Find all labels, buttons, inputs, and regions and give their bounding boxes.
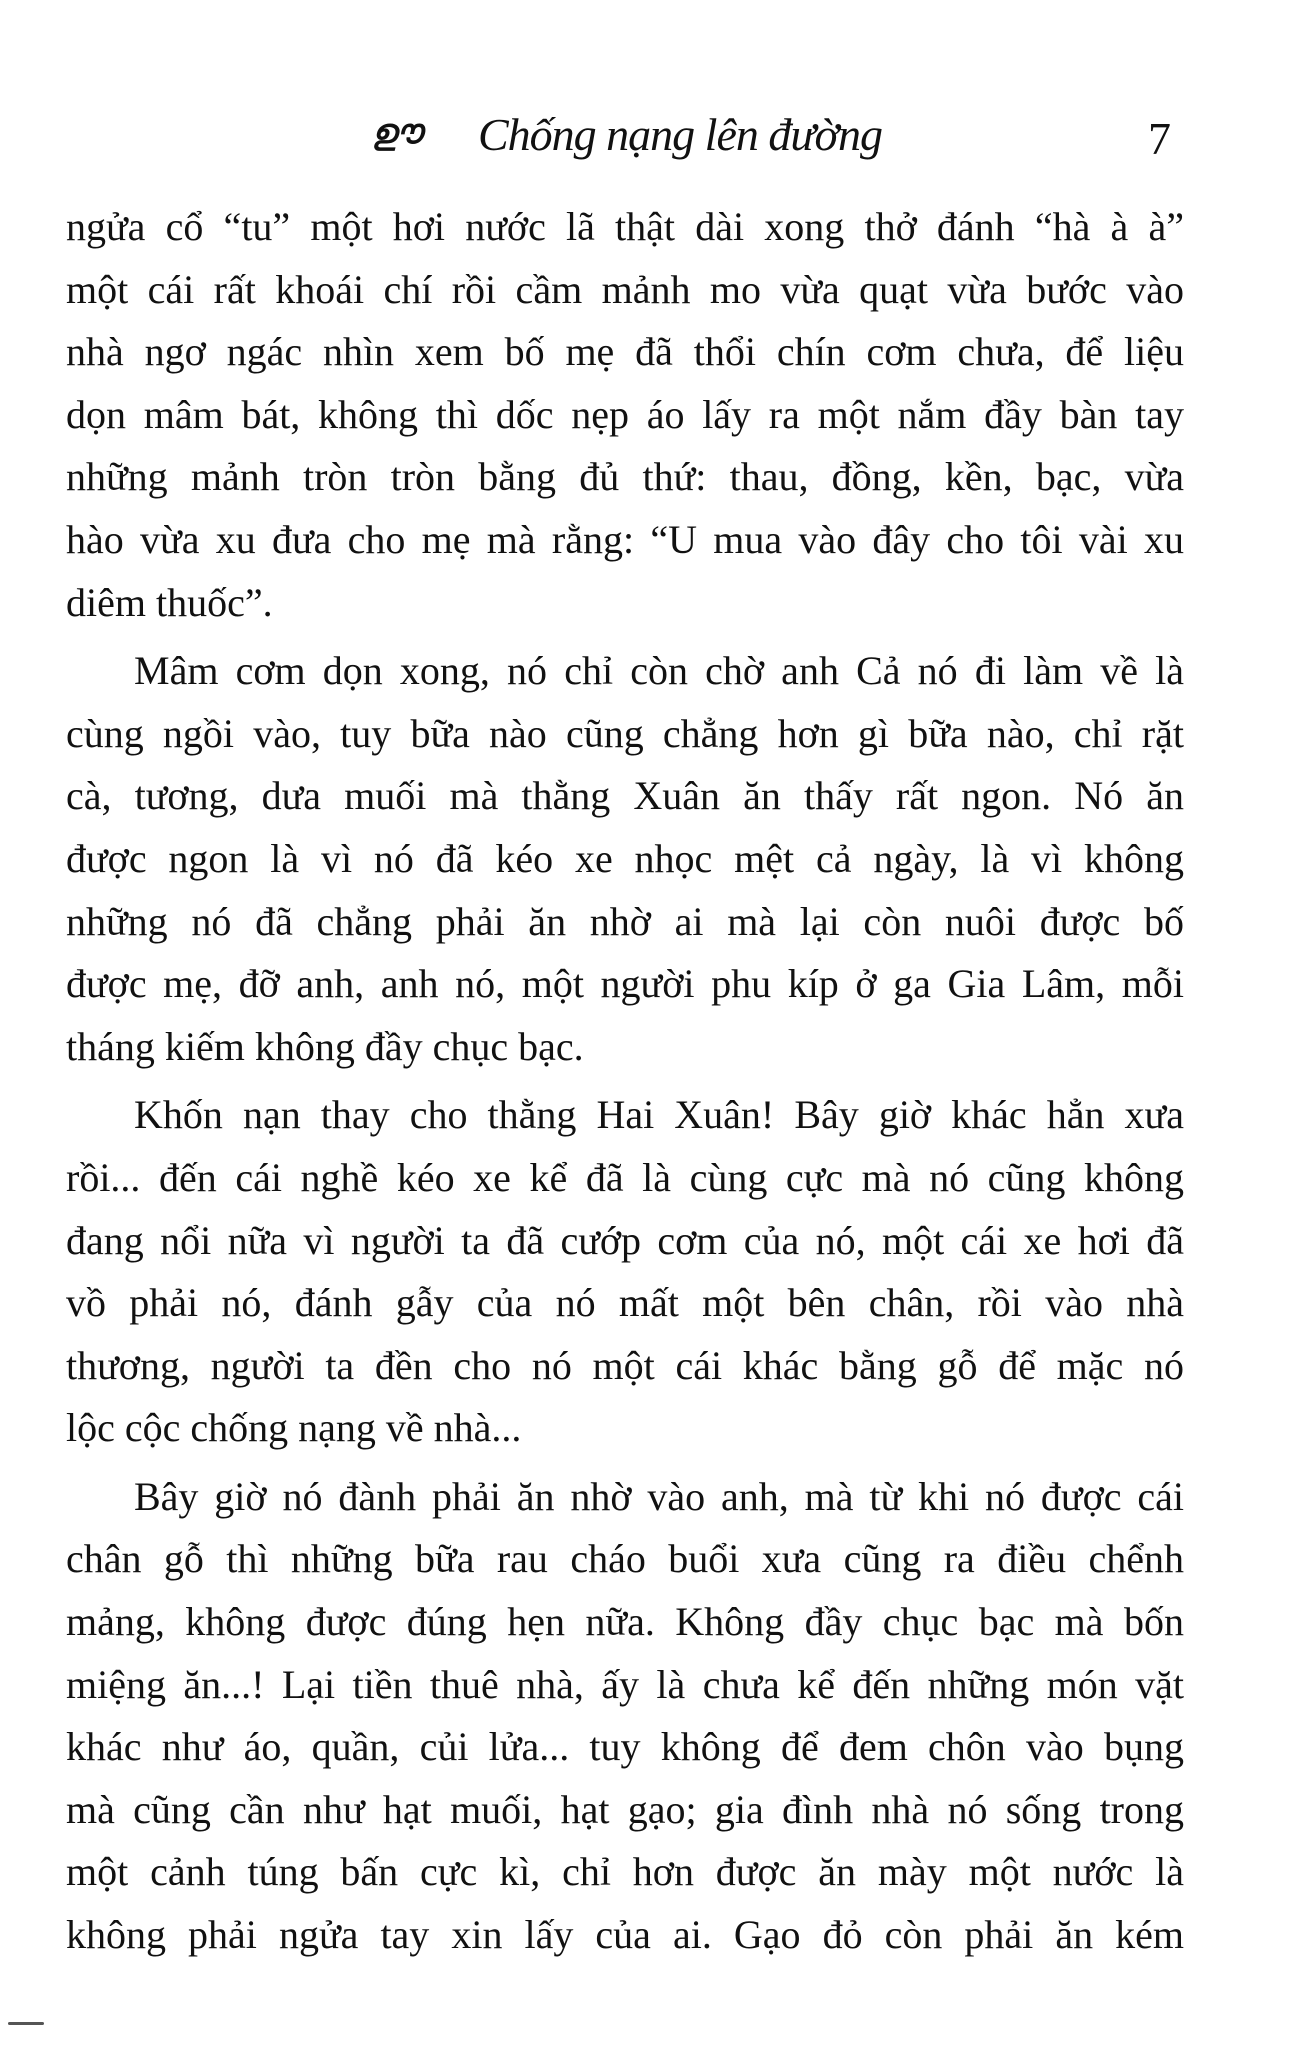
- text-line: lộc cộc chống nạng về nhà...: [66, 1405, 522, 1451]
- text-line: vồ phải nó, đánh gẫy của nó mất một bên chân, rồi vào nhà: [66, 1280, 1184, 1326]
- scan-smudge: [8, 2022, 44, 2025]
- text-line: tháng kiếm không đầy chục bạc.: [66, 1023, 584, 1069]
- text-line: thương, người ta đền cho nó một cái khác bằng gỗ để mặc nó: [66, 1342, 1184, 1388]
- text-line: mảng, không được đúng hẹn nữa. Không đầy chục bạc mà bốn: [66, 1599, 1184, 1645]
- text-line: chân gỗ thì những bữa rau cháo buổi xưa cũng ra điều chểnh: [66, 1536, 1184, 1582]
- chapter-title: Chống nạng lên đường: [478, 109, 883, 160]
- text-line: không phải ngửa tay xin lấy của ai. Gạo đỏ còn phải ăn kém: [66, 1912, 1184, 1958]
- paragraph-4: [66, 1466, 1184, 1967]
- page-number: 7: [1148, 113, 1171, 164]
- text-line: đang nổi nữa vì người ta đã cướp cơm của nó, một cái xe hơi đã: [66, 1217, 1184, 1263]
- text-line: ngửa cổ “tu” một hơi nước lã thật dài xong thở đánh “hà à à”: [66, 204, 1184, 249]
- text-line: cùng ngồi vào, tuy bữa nào cũng chẳng hơn gì bữa nào, chỉ rặt: [66, 710, 1184, 756]
- text-line: khác như áo, quần, củi lửa... tuy không để đem chôn vào bụng: [66, 1724, 1184, 1770]
- text-line: miệng ăn...! Lại tiền thuê nhà, ấy là chưa kể đến những món vặt: [66, 1661, 1184, 1707]
- text-line: dọn mâm bát, không thì dốc nẹp áo lấy ra một nắm đầy bàn tay: [66, 391, 1184, 437]
- text-line: một cái rất khoái chí rồi cầm mảnh mo vừa quạt vừa bước vào: [66, 266, 1184, 312]
- text-line: nhà ngơ ngác nhìn xem bố mẹ đã thổi chín cơm chưa, để liệu: [66, 329, 1184, 375]
- text-line: mà cũng cần như hạt muối, hạt gạo; gia đình nhà nó sống trong: [66, 1786, 1184, 1832]
- paragraph-1: [66, 196, 1184, 634]
- ornament-glyph: ഊ: [372, 112, 420, 152]
- text-line: những mảnh tròn tròn bằng đủ thứ: thau, đồng, kền, bạc, vừa: [66, 454, 1184, 500]
- text-line: hào vừa xu đưa cho mẹ mà rằng: “U mua vào đây cho tôi vài xu: [66, 516, 1184, 562]
- paragraph-2: [66, 640, 1184, 1078]
- text-line: rồi... đến cái nghề kéo xe kể đã là cùng cực mà nó cũng không: [66, 1154, 1184, 1200]
- text-line: Mâm cơm dọn xong, nó chỉ còn chờ anh Cả nó đi làm về là: [134, 648, 1184, 694]
- paragraph-3: [66, 1084, 1184, 1460]
- text-line: cà, tương, dưa muối mà thằng Xuân ăn thấy rất ngon. Nó ăn: [66, 773, 1184, 819]
- running-header: [0, 108, 1304, 168]
- body-text: [66, 196, 1184, 1967]
- text-line: một cảnh túng bấn cực kì, chỉ hơn được ăn mày một nước là: [66, 1849, 1184, 1895]
- text-line: được mẹ, đỡ anh, anh nó, một người phu kíp ở ga Gia Lâm, mỗi: [66, 961, 1184, 1007]
- text-line: Khốn nạn thay cho thằng Hai Xuân! Bây giờ khác hẳn xưa: [134, 1092, 1184, 1138]
- text-line: diêm thuốc”.: [66, 579, 273, 625]
- text-line: những nó đã chẳng phải ăn nhờ ai mà lại còn nuôi được bố: [66, 898, 1184, 944]
- text-line: được ngon là vì nó đã kéo xe nhọc mệt cả ngày, là vì không: [66, 835, 1184, 881]
- text-line: Bây giờ nó đành phải ăn nhờ vào anh, mà từ khi nó được cái: [134, 1473, 1184, 1519]
